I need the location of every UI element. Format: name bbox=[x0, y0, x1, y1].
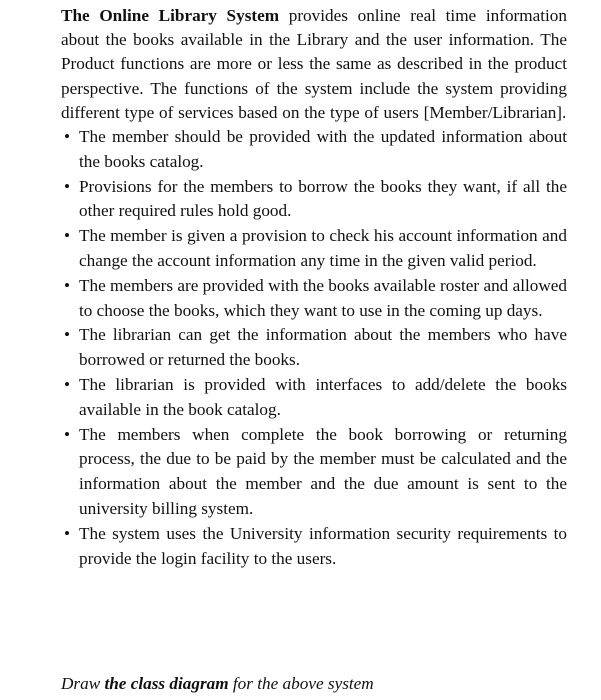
bullet-icon: • bbox=[64, 523, 71, 543]
bullet-icon: • bbox=[64, 127, 71, 147]
list-item bbox=[61, 323, 567, 373]
list-item-text: The member is given a provision to check his account information and change the account information any time in the given valid period. bbox=[79, 226, 567, 270]
list-item-text: The system uses the University information security requirements to provide the login facility to the users. bbox=[79, 523, 567, 568]
bullet-icon: • bbox=[64, 374, 71, 394]
system-name: The Online Library System bbox=[61, 6, 280, 25]
bullet-icon: • bbox=[64, 325, 71, 345]
list-item-text: The members when complete the book borrowing or returning process, the due to be paid by the member must be calculated and the information about the member and the due amount is sent to the university billing system. bbox=[79, 424, 567, 518]
list-item bbox=[61, 175, 567, 225]
list-item-text: Provisions for the members to borrow the books they want, if all the other required rules hold good. bbox=[79, 176, 567, 221]
task-instruction bbox=[61, 672, 374, 696]
bullet-icon: • bbox=[64, 424, 71, 444]
bullet-icon: • bbox=[64, 176, 71, 196]
list-item bbox=[61, 423, 567, 522]
bullet-icon: • bbox=[64, 226, 71, 246]
list-item-text: The member should be provided with the updated information about the books catalog. bbox=[79, 127, 567, 171]
bullet-icon: • bbox=[64, 275, 71, 295]
requirements-list bbox=[61, 125, 567, 571]
intro-text: provides online real time information about the books available in the Library and the user information. The Product functions are more or less the same as described in the product perspective. The functions of the system include the system providing different type of services based on the type of users [Member/Librarian]. bbox=[61, 6, 567, 122]
list-item-text: The librarian is provided with interfaces to add/delete the books available in the book catalog. bbox=[79, 374, 567, 419]
intro-paragraph bbox=[61, 4, 567, 125]
list-item bbox=[61, 373, 567, 423]
list-item bbox=[61, 224, 567, 274]
list-item-text: The members are provided with the books available roster and allowed to choose the books, which they want to use in the coming up days. bbox=[79, 275, 567, 320]
task-suffix: for the above system bbox=[228, 674, 374, 693]
task-prefix: Draw bbox=[61, 674, 105, 693]
document-body bbox=[61, 4, 567, 571]
list-item-text: The librarian can get the information about the members who have borrowed or returned the books. bbox=[79, 325, 567, 370]
task-emphasis: the class diagram bbox=[104, 674, 229, 693]
list-item bbox=[61, 274, 567, 324]
list-item bbox=[61, 522, 567, 572]
list-item bbox=[61, 125, 567, 175]
